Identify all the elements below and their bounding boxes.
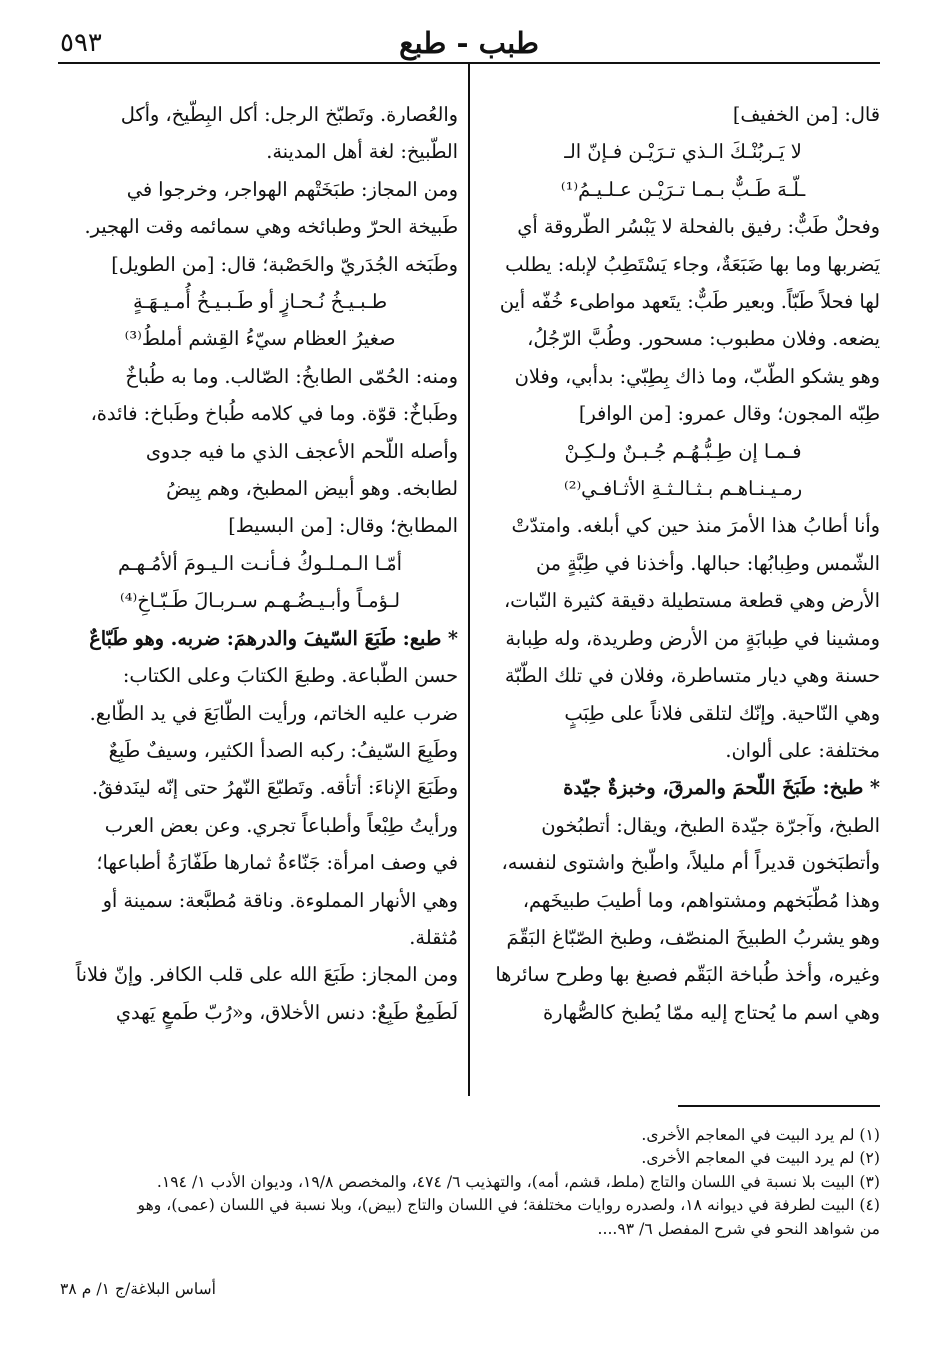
verse-line: لـؤمـاً وأبـيـضُـهـم سـربـالَ طَـبّـاخِ⁽⁴⁾ — [120, 589, 400, 613]
right-line: ومشينا في طِبابَةٍ من الأرض وطريدة، وله طِبابة — [505, 626, 880, 650]
right-line: وغيره، وأخذ طُباخة البَقّم فصبغ بها وطرح سائرها — [495, 963, 880, 987]
right-column — [486, 96, 880, 1096]
page-number: ٥٩٣ — [60, 28, 102, 58]
verse-line: طـبـيـخُ نُـحـازٍ أو طَـبـيـخُ أُمـيـهَـةٍ — [133, 290, 387, 314]
left-column — [62, 96, 458, 1096]
left-line: لطابخه. وهو أبيض المطبخ، وهم بِيضُ — [166, 477, 458, 501]
left-line: طَبيخة الحرّ وطبائخه وهي سمائمه وقت الهجير. — [84, 215, 458, 239]
verse-line: أمّـا الـمـلـوكُ فـأنـت الـيـومَ ألأمُـهـم — [118, 551, 402, 575]
right-line: لها فحلاً طَبّاً. وبعير طَبٌّ: يتَعهد مواطىء خُفّه أين — [499, 290, 880, 314]
verse-line: لا يَـربُنْـكَ الـذي تـرَيْـن فـإنّ الـ — [564, 140, 802, 164]
left-line: وطَباخٌ: قوّة. وما في كلامه طُباخ وطَباخ: فائدة، — [90, 402, 458, 426]
footnote: (٢) لم يرد البيت في المعاجم الأخرى. — [641, 1149, 880, 1168]
right-line: وهذا مُطّبَخهم ومشتواهم، وما أطيبَ طبيخَهم، — [522, 888, 880, 912]
right-line: الطبخ، وآجرّة جيّدة الطبخ، ويقال: أتطبُخون — [541, 813, 880, 837]
left-line: المطابخ؛ وقال: [من البسيط] — [228, 514, 458, 538]
left-line: في وصف امرأة: جَنّاءةُ ثمارها طَفّارَةُ أطباعها؛ — [96, 851, 458, 875]
signature-line: أساس البلاغة/ج ١/ م ٣٨ — [60, 1280, 217, 1298]
left-line: وطَبَخه الجُدَريّ والحَصْبة؛ قال: [من الطويل] — [111, 252, 458, 276]
right-line: وأتطبَخون قديراً أم مليلاً، واطّبخ واشتوى لنفسه، — [501, 851, 880, 875]
left-line: ومن المجاز: طَبَعَ الله على قلب الكافر. وإنّ فلاناً — [75, 963, 458, 987]
footnote: من شواهد النحو في شرح المفصل ٦/ ٩٣.... — [597, 1219, 880, 1238]
right-line: الأرض وهي قطعة مستطيلة دقيقة كثيرة النّبات، — [503, 589, 880, 613]
right-line: مختلفة: على ألوان. — [725, 738, 880, 762]
footnote: (٤) البيت لطرفة في ديوانه ١٨، ولصدره روايات مختلفة؛ في اللسان والتاج (بيض)، وبلا نسبة في اللسان (عمى)، وهو — [137, 1196, 880, 1215]
left-line: ضرب عليه الخاتم، ورأيت الطّابَعَ في يد الطّابع. — [89, 701, 458, 725]
page-header — [58, 22, 880, 64]
entry-heading-line: * طبخ: طَبَخَ اللّحمَ والمرقَ، وخبزةٌ جيّدة — [563, 776, 880, 800]
right-line: يَضربها وما بها ضَبَعَةٌ، وجاء يَسْتَطِبُ لإبله: يطلب — [505, 252, 880, 276]
left-line: ومن المجاز: طبَخَتْهم الهواجر، وخرجوا في — [126, 177, 458, 201]
right-line: وهو يشربُ الطبيخَ المنصّف، وطبخ الصّبّاغ البَقّمَ — [506, 925, 880, 949]
footnotes — [60, 1124, 880, 1241]
left-line: والعُصارة. وتَطبّخ الرجل: أكل البِطّيخ، وأكل — [120, 103, 458, 126]
right-line: قال: [من الخفيف] — [732, 103, 880, 126]
right-line: وفحلٌ طَبٌّ: رفيق بالفحلة لا يَبْسُر الطّروقة أي — [517, 215, 880, 239]
left-line: مُثقلة. — [409, 925, 458, 949]
left-line: ورأيتُ طِبْعاً وأطباعاً تجري. وعن بعض العرب — [104, 813, 458, 837]
right-line: وهو يشكو الطّبّ، وما ذاك بِطِبّي: بدأبي، وفلان — [514, 364, 880, 388]
right-line: طِبّه المجون؛ وقال عمرو: [من الوافر] — [578, 402, 880, 426]
left-line: وطَبَعَ الإناءَ: أتأقه. وتَطبّعَ النّهرُ حتى إنّه لينَدفقُ. — [91, 776, 458, 800]
footnote: (٣) البيت بلا نسبة في اللسان والتاج (ملط، قشم، أمه)، والتهذيب ٦/ ٤٧٤، والمخصص ١٩/٨، وديوان الأدب ١/ ١٩٤. — [156, 1172, 880, 1191]
left-line: الطّبيخ: لغة أهل المدينة. — [266, 140, 458, 164]
left-line: وأصله اللّحم الأعجف الذي ما فيه جدوى — [145, 439, 458, 463]
left-line: ومنه: الحُمّى الطابخُ: الصّالب. وما به طُباخٌ — [125, 364, 458, 388]
verse-line: صغيرُ العظام سيّءُ القِشم أملطُ⁽³⁾ — [124, 327, 396, 351]
right-line: وأنا أطابُ هذا الأمرَ منذ حين كي أبلغه. وامتدّتْ — [511, 514, 880, 538]
footnote-rule — [678, 1105, 880, 1107]
right-line: حسنة وهي ديار متساطرة، وفلان في تلك الطّبّة — [504, 664, 880, 688]
verse-line: ـلّـهَ طَـبٌّ بـمـا تـرَيْـن عـلـيـمُ⁽¹⁾ — [560, 177, 806, 201]
right-line: وهي النّاحية. وإنّك لتلقى فلاناً على طِبَبٍ — [564, 701, 880, 725]
left-line: لَطَمِعٌ طَبِعٌ: دنس الأخلاق، و«رُبّ طَمعٍ يَهدي — [115, 1000, 458, 1024]
verse-line: فـمـا إن طِـبُّـهُـم جُـبـنٌ ولـكِـنْ — [564, 439, 802, 463]
entry-heading-line: * طبع: طَبَعَ السّيفَ والدرهمَ: ضربه. وهو طَبّاعٌ — [89, 626, 458, 650]
left-line: وطَبِعَ السّيفُ: ركبه الصدأ الكثير، وسيفٌ طَبِعٌ — [108, 738, 458, 762]
right-line: الشّمس وطِبابُها: حبالها. وأخذنا في طِبَّةٍ من — [535, 551, 880, 575]
left-line: وهي الأنهار المملوءة. وناقة مُطبَّعة: سمينة أو — [102, 888, 458, 912]
right-line: وهي اسم ما يُحتاج إليه ممّا يُطبخ كالصُّهارة — [543, 1000, 880, 1024]
column-divider — [468, 64, 470, 1096]
left-line: حسن الطّباعة. وطبعَ الكتابَ وعلى الكتاب: — [122, 664, 458, 688]
right-line: يضعه. وفلان مطبوب: مسحور. وطُبَّ الرّجُلُ، — [527, 327, 880, 351]
verse-line: رمـيـنـاهـم بـثـالـثـةِ الأثـافـي⁽²⁾ — [563, 477, 803, 501]
entry-range-title: طبب - طبع — [399, 26, 539, 60]
footnote: (١) لم يرد البيت في المعاجم الأخرى. — [641, 1126, 880, 1144]
